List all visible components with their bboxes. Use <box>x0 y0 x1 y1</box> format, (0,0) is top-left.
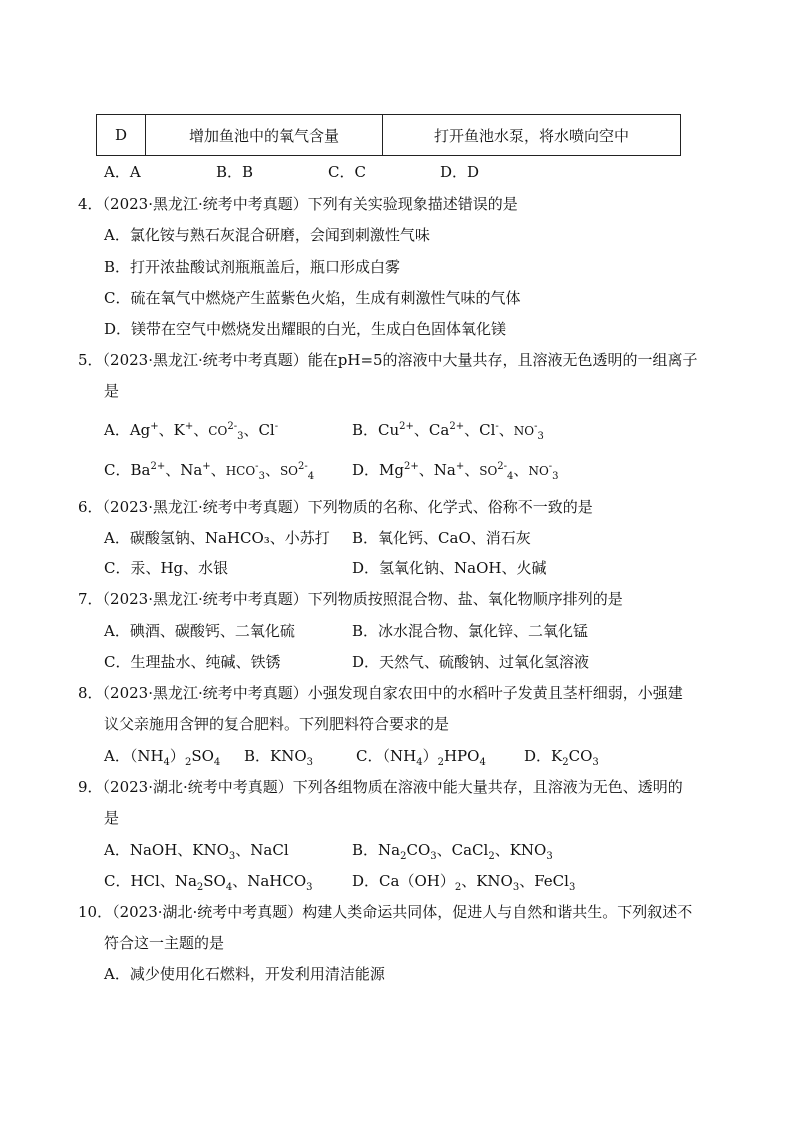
table-row <box>97 115 681 156</box>
q8-option-b: B．$KNO_3$ <box>244 747 314 768</box>
q4-stem: 4．（2023·黑龙江·统考中考真题）下列有关实验现象描述错误的是 <box>78 195 518 213</box>
q5-stem: 5．（2023·黑龙江·统考中考真题）能在pH=5的溶液中大量共存，且溶液无色透明的一组离子 <box>78 351 698 369</box>
q9-option-c: C．HCl、$Na_2SO_4$、NaHCO$_3$ <box>104 872 313 893</box>
q4-option-d: D．镁带在空气中燃烧发出耀眼的白光，生成白色固体氧化镁 <box>104 320 507 338</box>
q6-option-c: C．汞、Hg、水银 <box>104 559 229 577</box>
q5-option-d: D．$Mg^{2+}$、Na+、$SO^{2-}_4$、$NO^-_3$ <box>352 461 559 482</box>
table-cell-purpose: 增加鱼池中的氧气含量 <box>146 115 383 156</box>
q8-stem: 8．（2023·黑龙江·统考中考真题）小强发现自家农田中的水稻叶子发黄且茎杆细弱，小强建 <box>78 684 683 702</box>
q6-stem: 6．（2023·黑龙江·统考中考真题）下列物质的名称、化学式、俗称不一致的是 <box>78 498 593 516</box>
q3-option-a: A．A <box>104 163 141 181</box>
q8-option-a: A．$(NH_4)_2SO_4$ <box>104 747 221 768</box>
q9-option-b: B．$Na_2CO_3$、CaCl$_2$、$KNO_3$ <box>352 841 553 862</box>
q6-option-d: D．氢氧化钠、NaOH、火碱 <box>352 559 547 577</box>
q6-option-b: B．氧化钙、CaO、消石灰 <box>352 529 531 547</box>
q4-option-a: A．氯化铵与熟石灰混合研磨，会闻到刺激性气味 <box>104 226 430 244</box>
q6-option-a: A．碳酸氢钠、NaHCO₃、小苏打 <box>104 529 330 547</box>
q9-stem: 9．（2023·湖北·统考中考真题）下列各组物质在溶液中能大量共存，且溶液为无色、透明的 <box>78 778 683 796</box>
q10-stem: 10．（2023·湖北·统考中考真题）构建人类命运共同体，促进人与自然和谐共生。下列叙述不 <box>78 903 693 921</box>
q7-option-c: C．生理盐水、纯碱、铁锈 <box>104 653 281 671</box>
q9-stem-cont: 是 <box>104 809 120 827</box>
q3-option-d: D．D <box>440 163 480 181</box>
table-cell-method: 打开鱼池水泵，将水喷向空中 <box>383 115 681 156</box>
q9-option-a: A．NaOH、$KNO_3$、NaCl <box>104 841 289 862</box>
q7-option-b: B．冰水混合物、氯化锌、二氧化锰 <box>352 622 589 640</box>
q5-option-a: A．Ag+、K+、$CO^{2-}_3$、Cl- <box>104 421 279 442</box>
q7-option-d: D．天然气、硫酸钠、过氧化氢溶液 <box>352 653 590 671</box>
answer-table <box>96 114 681 156</box>
q8-stem-cont: 议父亲施用含钾的复合肥料。下列肥料符合要求的是 <box>104 715 450 733</box>
q10-stem-cont: 符合这一主题的是 <box>104 934 225 952</box>
q9-option-d: D．$Ca(OH)_2$、$KNO_3$、FeCl$_3$ <box>352 872 576 893</box>
q3-option-b: B．B <box>216 163 254 181</box>
q4-option-b: B．打开浓盐酸试剂瓶瓶盖后，瓶口形成白雾 <box>104 258 401 276</box>
q7-option-a: A．碘酒、碳酸钙、二氧化硫 <box>104 622 295 640</box>
q5-option-b: B．$Cu^{2+}$、$Ca^{2+}$、Cl-、$NO^-_3$ <box>352 421 544 442</box>
q5-option-c: C．$Ba^{2+}$、Na+、$HCO^-_3$、$SO^{2-}_4$ <box>104 461 315 482</box>
q5-stem-cont: 是 <box>104 382 120 400</box>
q8-option-d: D．$K_2CO_3$ <box>524 747 599 768</box>
q3-option-c: C．C <box>328 163 366 181</box>
q4-option-c: C．硫在氧气中燃烧产生蓝紫色火焰，生成有刺激性气味的气体 <box>104 289 521 307</box>
q7-stem: 7．（2023·黑龙江·统考中考真题）下列物质按照混合物、盐、氧化物顺序排列的是 <box>78 590 623 608</box>
table-cell-letter: D <box>97 115 146 156</box>
q10-option-a: A．减少使用化石燃料，开发利用清洁能源 <box>104 965 385 983</box>
q8-option-c: C．$(NH_4)_2HPO_4$ <box>356 747 486 768</box>
